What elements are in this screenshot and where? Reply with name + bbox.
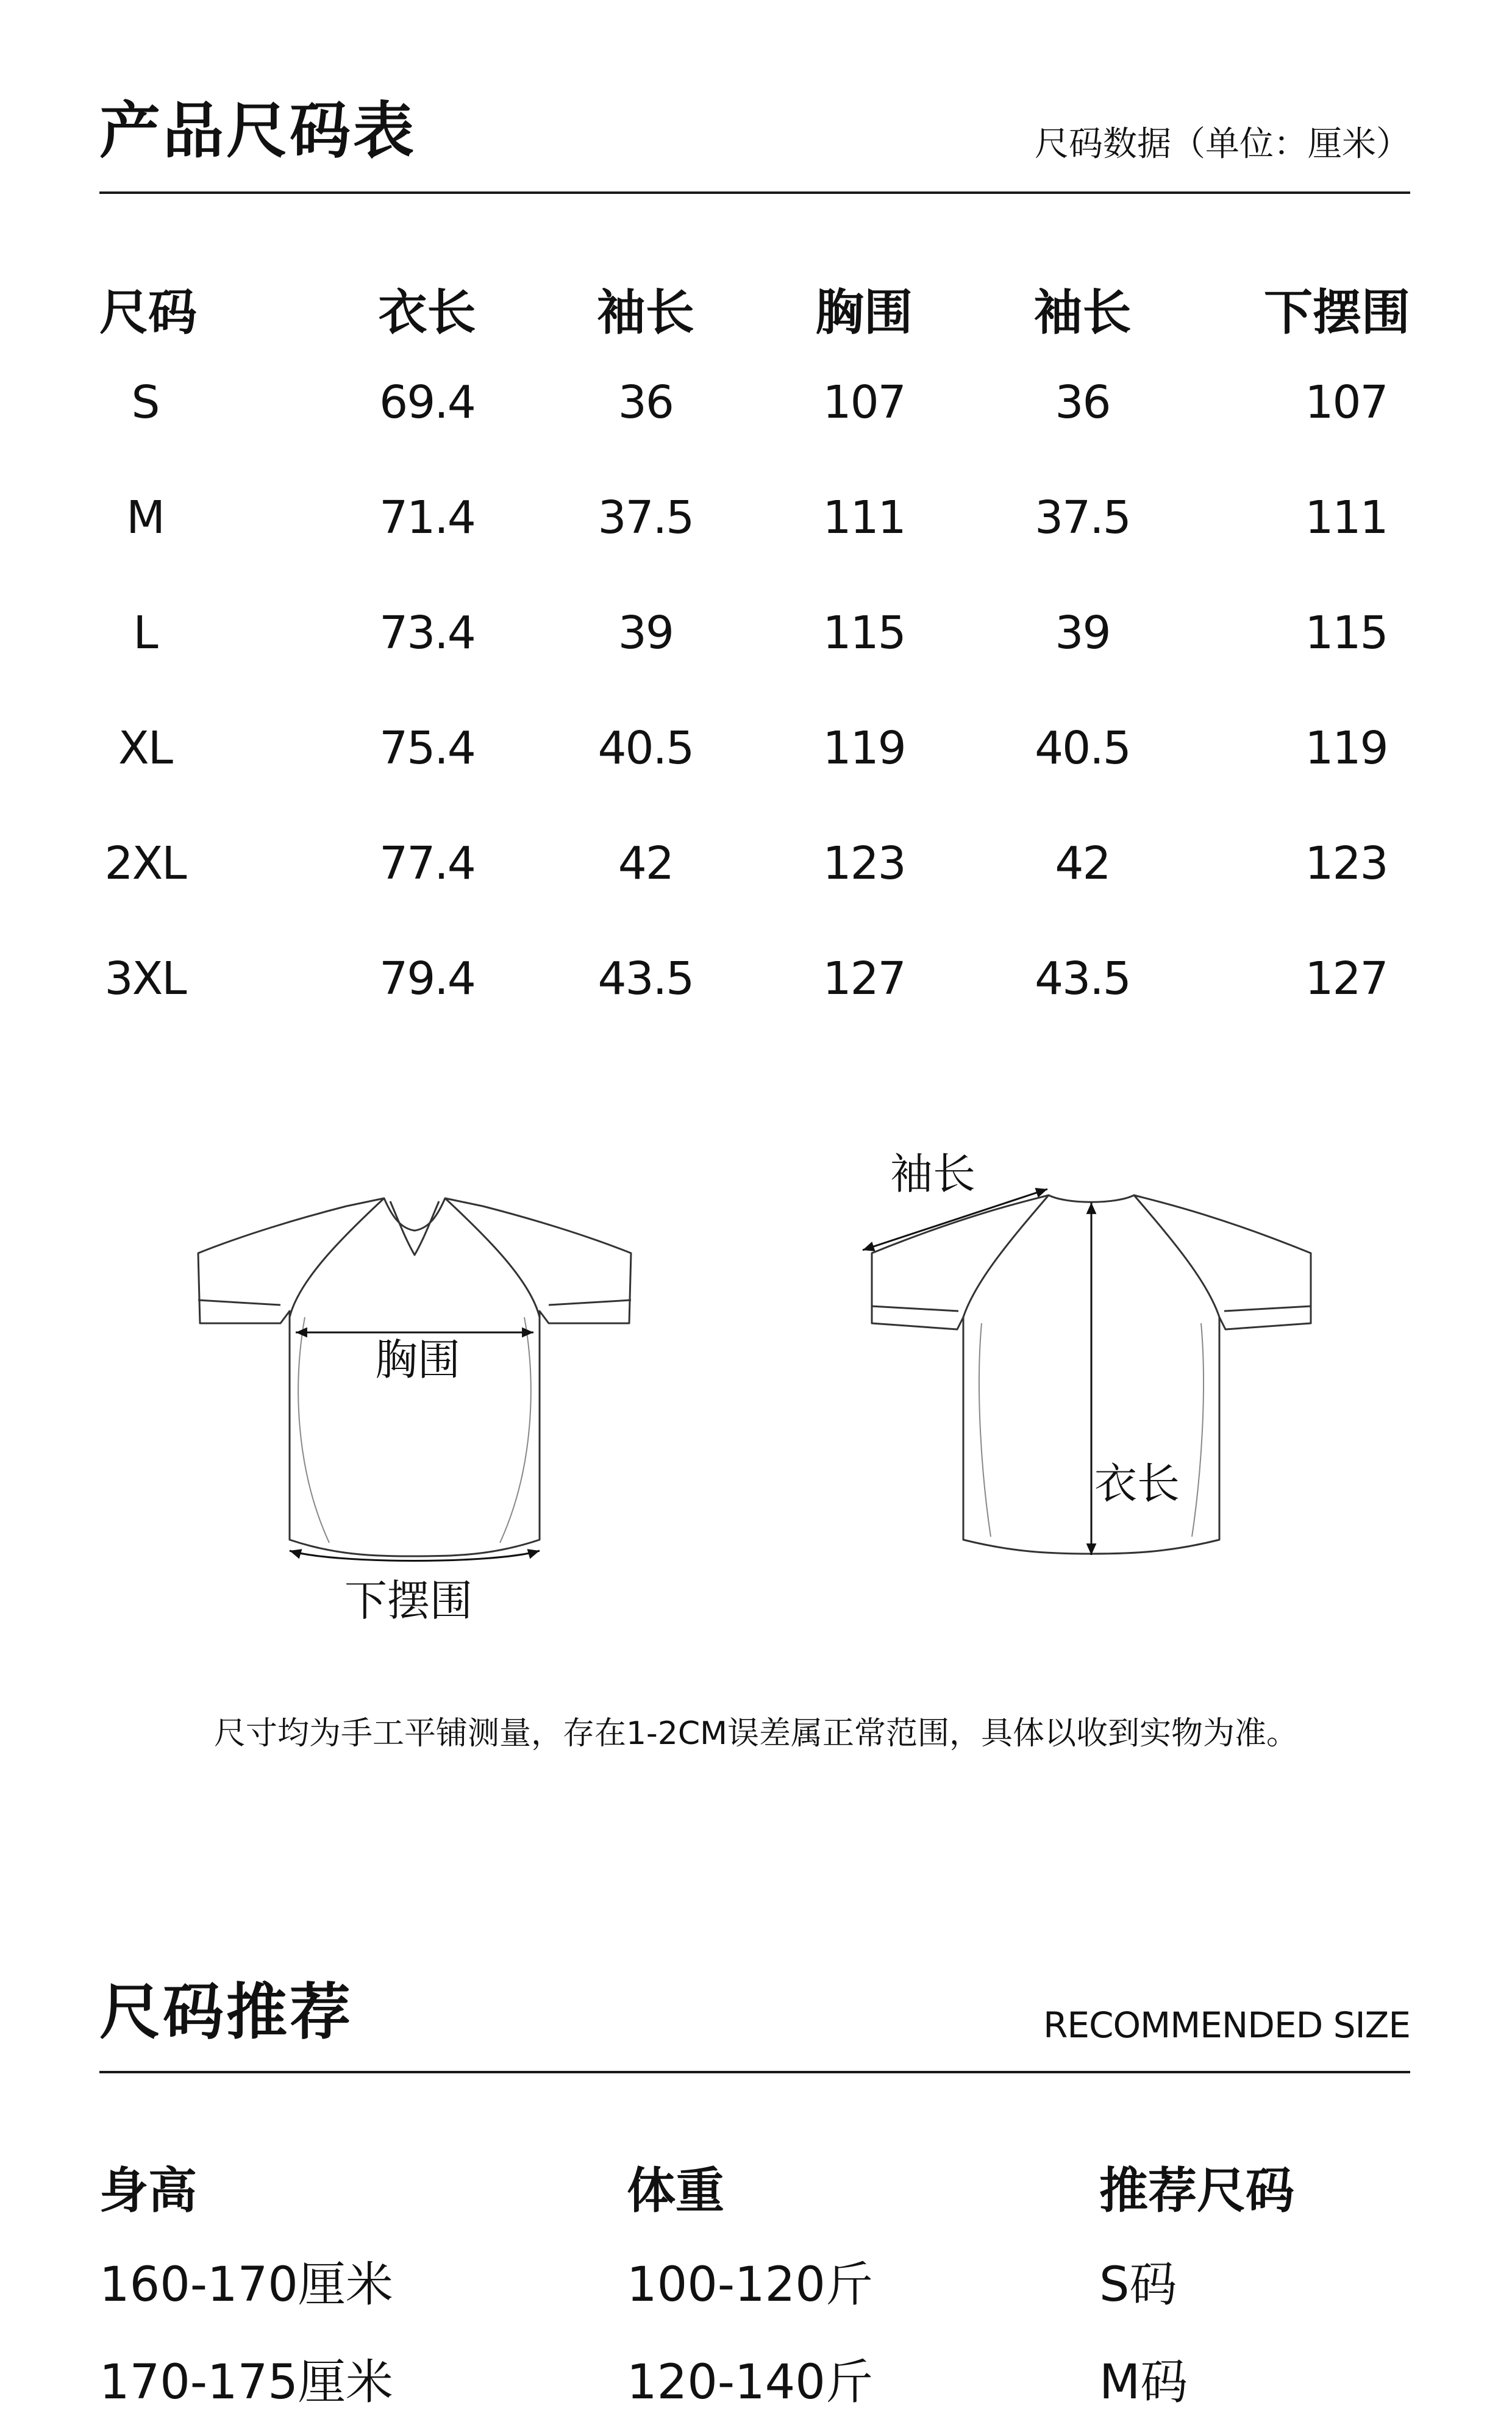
front-shirt-diagram [189,1183,652,1626]
table-cell [1192,575,1410,690]
height-value: 160-170厘米 [99,2257,393,2312]
table-cell: 123 [822,837,905,890]
size-chart-title: 产品尺码表 [99,95,416,166]
size-value: M码 [1099,2355,1188,2410]
col-header-recommended-size: 推荐尺码 [1099,2162,1294,2219]
table-row [99,921,1410,1036]
table-cell: 37.5 [597,491,694,544]
table-cell: 77.4 [379,837,475,890]
table-row [99,345,1410,460]
chest-label: 胸围 [375,1335,460,1385]
table-row [99,806,1410,921]
col-header-sleeve: 袖长 [596,284,694,341]
size-value: XL [118,721,172,774]
size-chart-divider [99,191,1410,194]
size-table [99,271,1410,1036]
table-cell [99,690,318,806]
hem-value: 111 [1305,491,1388,544]
table-row [99,690,1410,806]
back-shirt-illustration [847,1146,1323,1573]
col-header-weight: 体重 [627,2162,724,2219]
front-shirt-illustration [189,1183,652,1592]
col-header-sleeve-2: 袖长 [1033,284,1132,341]
hem-value: 119 [1305,721,1388,774]
height-value: 170-175厘米 [99,2355,393,2410]
weight-value: 100-120斤 [627,2257,873,2312]
sleeve-label: 袖长 [890,1149,975,1199]
table-cell: 107 [822,376,905,429]
recommend-divider [99,2071,1410,2073]
table-row [99,2232,1410,2329]
table-cell: 71.4 [379,491,475,544]
table-cell [99,806,318,921]
table-cell: 40.5 [597,721,694,774]
table-cell [1192,460,1410,575]
table-row [99,575,1410,690]
size-value: M [126,491,164,544]
table-cell [99,575,318,690]
table-cell: 119 [822,721,905,774]
table-cell: 42 [618,837,673,890]
table-cell [1192,806,1410,921]
table-cell [99,460,318,575]
table-cell: 39 [618,606,673,659]
table-cell: 75.4 [379,721,475,774]
table-row [99,2329,1410,2427]
col-header-length: 衣长 [378,284,476,341]
hem-value: 115 [1305,606,1388,659]
measurement-note: 尺寸均为手工平铺测量，存在1-2CM误差属正常范围，具体以收到实物为准。 [213,1715,1299,1752]
size-value: 2XL [104,837,186,890]
col-header-height: 身高 [99,2162,197,2219]
table-cell [1192,921,1410,1036]
size-chart-unit-note: 尺码数据（单位：厘米） [1035,124,1410,164]
table-cell: 43.5 [1035,952,1130,1005]
table-cell [1192,345,1410,460]
table-cell: 69.4 [379,376,475,429]
col-header-size: 尺码 [99,284,197,341]
recommend-title: 尺码推荐 [99,1976,353,2048]
size-value: S码 [1099,2257,1177,2312]
col-header-chest: 胸围 [815,284,913,341]
table-cell: 115 [822,606,905,659]
size-chart-header [99,95,1410,166]
table-cell: 40.5 [1035,721,1130,774]
table-cell: 111 [822,491,905,544]
hem-value: 107 [1305,376,1388,429]
weight-value: 120-140斤 [627,2355,873,2410]
table-cell: 73.4 [379,606,475,659]
size-table-header-row [99,271,1410,345]
table-cell: 43.5 [597,952,694,1005]
table-cell [99,921,318,1036]
recommend-table [99,2140,1410,2427]
table-cell: 36 [618,376,673,429]
table-cell: 36 [1055,376,1110,429]
col-header-hem: 下摆围 [1264,284,1410,341]
table-cell: 37.5 [1035,491,1130,544]
hem-label: 下摆围 [344,1576,472,1626]
hem-value: 123 [1305,837,1388,890]
recommend-header-row [99,2140,1410,2232]
length-label: 衣长 [1094,1459,1180,1509]
back-shirt-diagram [847,1146,1323,1573]
recommend-header [99,1976,1410,2048]
table-cell: 79.4 [379,952,475,1005]
size-value: S [131,376,159,429]
table-cell: 42 [1055,837,1110,890]
hem-value: 127 [1305,952,1388,1005]
size-value: 3XL [104,952,186,1005]
size-value: L [133,606,157,659]
table-cell: 39 [1055,606,1110,659]
table-cell: 127 [822,952,905,1005]
recommend-subtitle: RECOMMENDED SIZE [1043,2004,1410,2046]
table-row [99,460,1410,575]
table-cell [1192,690,1410,806]
table-cell [99,345,318,460]
